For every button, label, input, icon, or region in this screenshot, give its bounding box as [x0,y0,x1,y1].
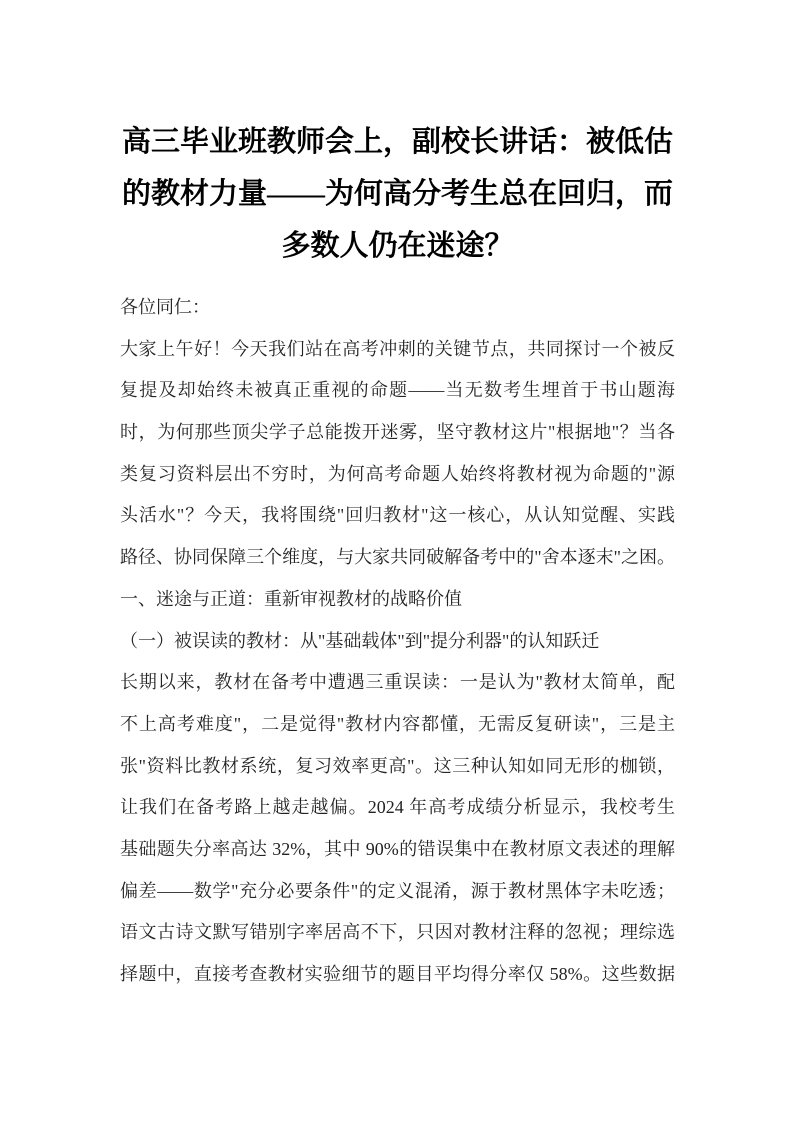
body-line: 时，为何那些顶尖学子总能拨开迷雾，坚守教材这片"根据地"？当各 [120,422,675,443]
document-body [120,287,675,996]
title-line: 多数人仍在迷途？ [281,230,514,262]
body-line: 长期以来，教材在备考中遭遇三重误读：一是认为"教材太简单，配 [120,672,675,693]
body-line: 复提及却始终未被真正重视的命题——当无数考生埋首于书山题海 [120,380,675,401]
title-line: 的教材力量——为何高分考生总在回归，而 [121,178,673,210]
body-line: 语文古诗文默写错别字率居高不下，只因对教材注释的忽视；理综选 [120,922,675,943]
body-line: （一）被误读的教材：从"基础载体"到"提分利器"的认知跃迁 [120,630,600,651]
body-line: 路径、协同保障三个维度，与大家共同破解备考中的"舍本逐末"之困。 [120,547,675,568]
page-content [120,0,675,996]
body-line: 基础题失分率高达 32%，其中 90%的错误集中在教材原文表述的理解 [120,838,675,859]
title-line: 高三毕业班教师会上，副校长讲话：被低估 [121,126,673,158]
body-line: 各位同仁： [120,297,210,317]
body-line: 让我们在备考路上越走越偏。2024 年高考成绩分析显示，我校考生 [120,797,675,818]
body-line: 不上高考难度"，二是觉得"教材内容都懂，无需反复研读"，三是主 [120,713,675,734]
body-line: 偏差——数学"充分必要条件"的定义混淆，源于教材黑体字未吃透； [120,880,675,901]
body-line: 择题中，直接考查教材实验细节的题目平均得分率仅 58%。这些数据 [120,964,675,984]
body-line: 类复习资料层出不穷时，为何高考命题人始终将教材视为命题的"源 [120,463,675,484]
body-line: 大家上午好！今天我们站在高考冲刺的关键节点，共同探讨一个被反 [120,338,675,359]
body-line: 一、迷途与正道：重新审视教材的战略价值 [120,588,462,609]
document-title [120,116,675,272]
body-line: 头活水"？今天，我将围绕"回归教材"这一核心，从认知觉醒、实践 [120,505,675,526]
body-line: 张"资料比教材系统，复习效率更高"。这三种认知如同无形的枷锁， [120,755,675,776]
